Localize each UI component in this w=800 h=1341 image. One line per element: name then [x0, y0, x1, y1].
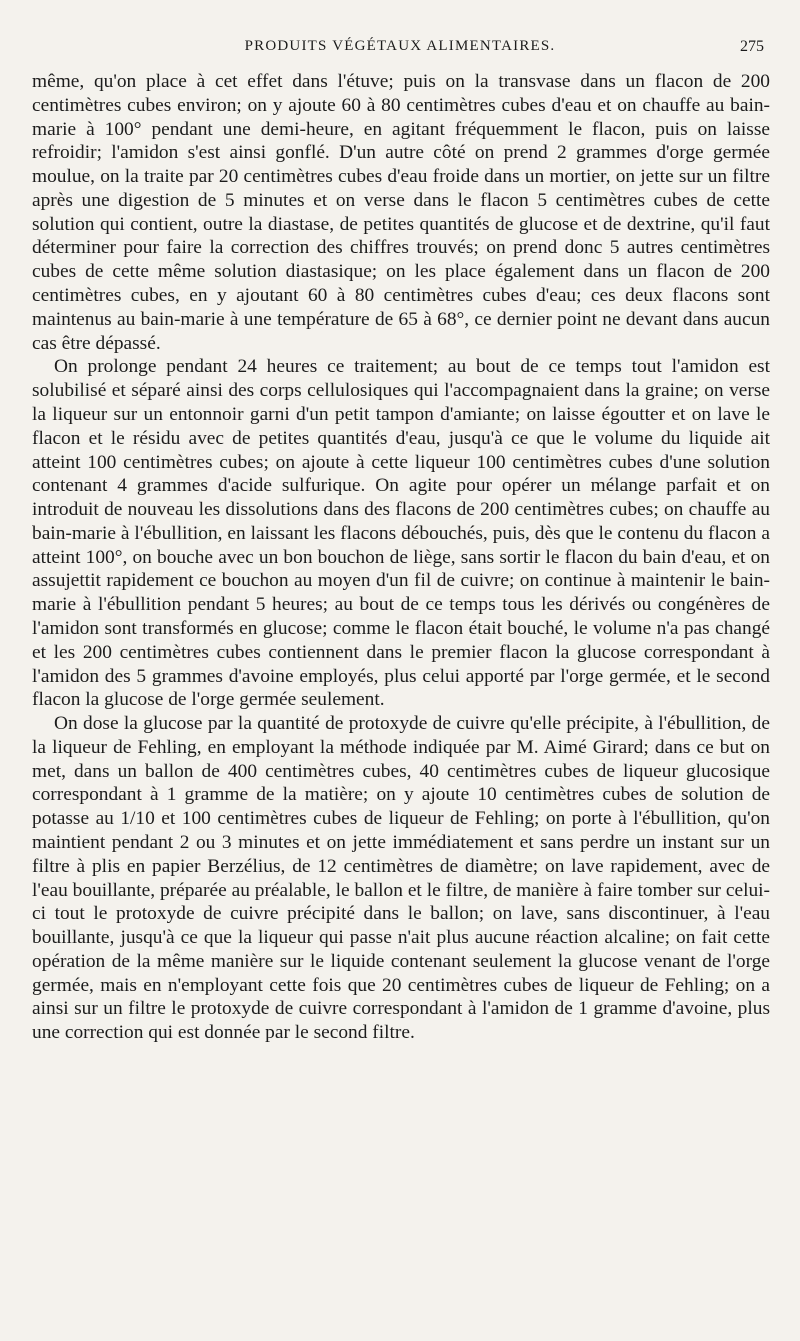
paragraph-continuation: même, qu'on place à cet effet dans l'étuve; puis on la transvase dans un flacon de 200 centimètres cubes environ; on y ajoute 60 à 80 centimètres cubes d'eau et on chauffe au bain-marie à 100° pendant une demi-heure, en agitant fréquemment le flacon, puis on laisse refroidir; l'amidon s'est ainsi gonflé. D'un autre côté on prend 2 grammes d'orge germée moulue, on la traite par 20 centimètres cubes d'eau froide dans un mortier, on jette sur un filtre après une digestion de 5 minutes et on verse dans le flacon 5 centimètres cubes de cette solution qui contient, outre la diastase, de petites quantités de glucose et de dextrine, qu'il faut déterminer pour faire la correction des chiffres trouvés; on prend donc 5 autres centimètres cubes de cette même solution diastasique; on les place également dans un flacon de 200 centimètres cubes, en y ajoutant 60 à 80 centimètres cubes d'eau; ces deux flacons sont maintenus au bain-marie à une température de 65 à 68°, ce dernier point ne devant dans aucun cas être dépassé. — [32, 71, 770, 354]
body-text — [32, 70, 770, 1045]
paragraph-glucose-dosage: On dose la glucose par la quantité de protoxyde de cuivre qu'elle précipite, à l'ébullition, de la liqueur de Fehling, en employant la méthode indiquée par M. Aimé Girard; dans ce but on met, dans un ballon de 400 centimètres cubes, 40 centimètres cubes de liqueur glucosique correspondant à 1 gramme de la matière; on y ajoute 10 centimètres cubes de solution de potasse au 1/10 et 100 centimètres cubes de liqueur de Fehling; on porte à l'ébullition, qu'on maintient pendant 2 ou 3 minutes et on jette immédiatement et sans perdre un instant sur un filtre à plis en papier Berzélius, de 12 centimètres de diamètre; on lave rapidement, avec de l'eau bouillante, préparée au préalable, le ballon et le filtre, de manière à faire tomber sur celui-ci tout le protoxyde de cuivre précipité dans le ballon; on lave, sans discontinuer, à l'eau bouillante, jusqu'à ce que la liqueur qui passe n'ait plus aucune réaction alcaline; on fait cette opération de la même manière sur le liquide contenant seulement la glucose venant de l'orge germée, mais en n'employant cette fois que 20 centimètres cubes de liqueur de Fehling; on a ainsi sur un filtre le protoxyde de cuivre correspondant à l'amidon de 1 gramme d'avoine, plus une correction qui est donnée par le second filtre. — [32, 713, 770, 1044]
page-header — [32, 36, 768, 60]
paragraph-treatment: On prolonge pendant 24 heures ce traitement; au bout de ce temps tout l'amidon est solubilisé et séparé ainsi des corps cellulosiques qui l'accompagnaient dans la graine; on verse la liqueur sur un entonnoir garni d'un petit tampon d'amiante; on laisse égoutter et on lave le flacon et le résidu avec de petites quantités d'eau, jusqu'à ce que le volume du liquide ait atteint 100 centimètres cubes; on ajoute à cette liqueur 100 centimètres cubes d'une solution contenant 4 grammes d'acide sulfurique. On agite pour opérer un mélange parfait et on introduit de nouveau les dissolutions dans des flacons de 200 centimètres cubes; on chauffe au bain-marie à l'ébullition, en laissant les flacons débouchés, puis, dès que le contenu du flacon a atteint 100°, on bouche avec un bon bouchon de liège, sans sortir le flacon du bain d'eau, et on assujettit rapidement ce bouchon au moyen d'un fil de cuivre; on continue à maintenir le bain-marie à l'ébullition pendant 5 heures; au bout de ce temps tous les dérivés ou congénères de l'amidon sont transformés en glucose; comme le flacon était bouché, le volume n'a pas changé et les 200 centimètres cubes contiennent dans le premier flacon la glucose correspondant à l'amidon des 5 grammes d'avoine employés, plus celui apporté par l'orge germée, et le second flacon la glucose de l'orge germée seulement. — [32, 356, 770, 711]
running-title: PRODUITS VÉGÉTAUX ALIMENTAIRES. — [244, 38, 556, 54]
page-number: 275 — [740, 38, 764, 55]
